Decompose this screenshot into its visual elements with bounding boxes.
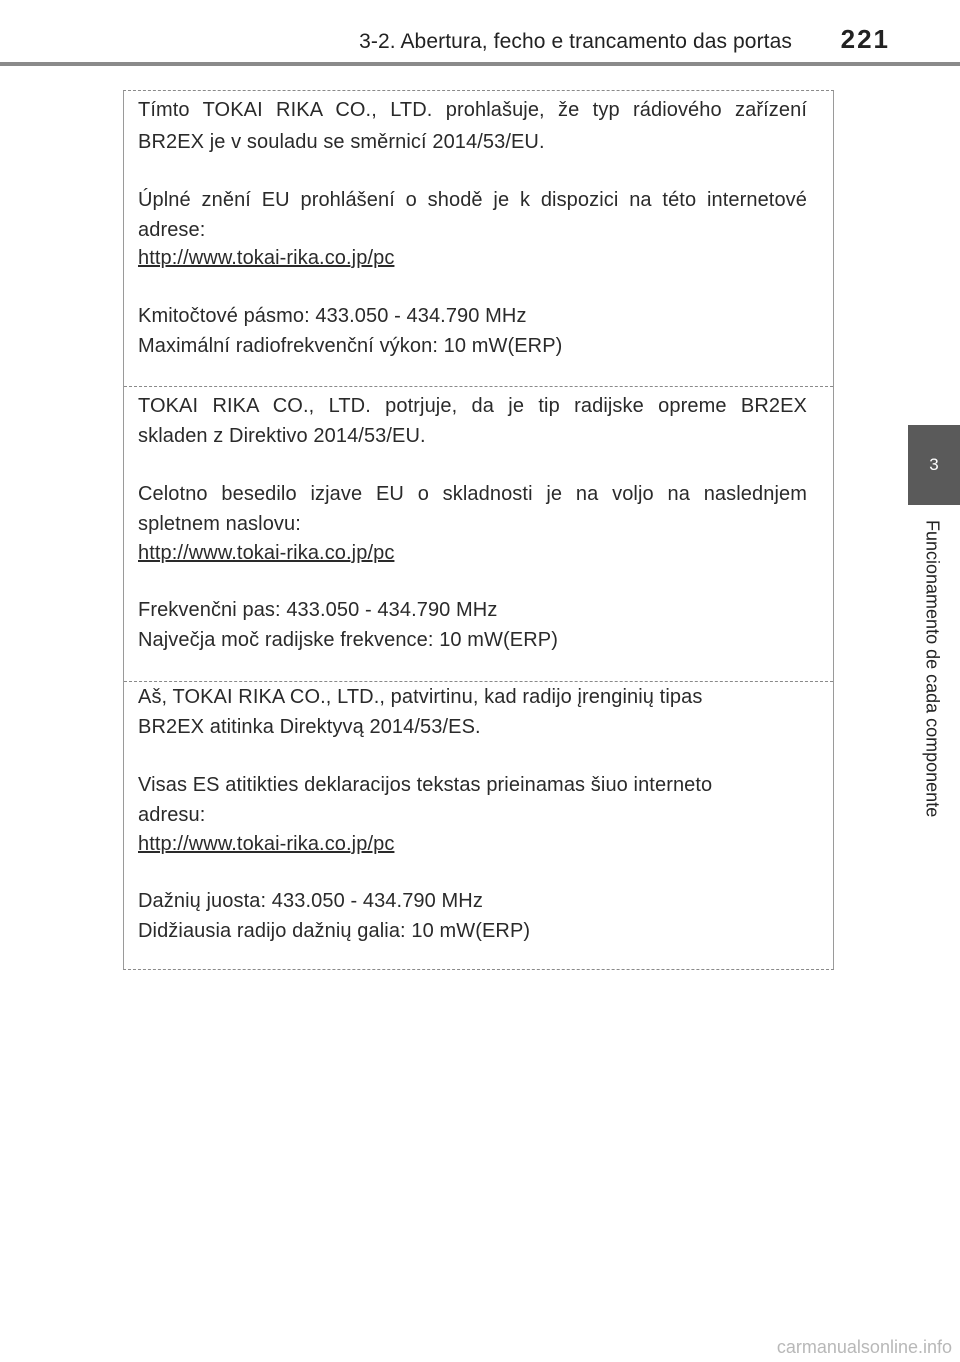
text-line: spletnem naslovu: [138, 513, 301, 535]
chapter-tab[interactable]: 3 [908, 425, 960, 505]
declaration-link[interactable]: http://www.tokai-rika.co.jp/pc [138, 542, 395, 564]
header-rule [0, 62, 960, 66]
text-line: adrese: [138, 219, 206, 241]
text-line: adresu: [138, 804, 206, 826]
declaration-lithuanian [124, 681, 833, 971]
text-line: Úplné znění EU prohlášení o shodě je k dispozici na této internetové [138, 189, 807, 211]
declaration-box [123, 90, 834, 970]
text-line: BR2EX atitinka Direktyvą 2014/53/ES. [138, 716, 481, 738]
text-line: Celotno besedilo izjave EU o skladnosti je na voljo na naslednjem [138, 483, 807, 505]
declaration-slovenian [124, 386, 833, 681]
text-line: Didžiausia radijo dažnių galia: 10 mW(ERP) [138, 920, 531, 942]
text-line: Maximální radiofrekvenční výkon: 10 mW(ERP) [138, 335, 563, 357]
chapter-title-text: Funcionamento de cada componente [922, 520, 943, 818]
text-line: Aš, TOKAI RIKA CO., LTD., patvirtinu, kad radijo įrenginių tipas [138, 686, 703, 708]
watermark: carmanualsonline.info [776, 1337, 952, 1357]
text-line: BR2EX je v souladu se směrnicí 2014/53/EU. [138, 131, 545, 153]
declaration-link[interactable]: http://www.tokai-rika.co.jp/pc [138, 833, 395, 855]
text-line: Dažnių juosta: 433.050 - 434.790 MHz [138, 890, 483, 912]
text-line: Visas ES atitikties deklaracijos tekstas prieinamas šiuo interneto [138, 774, 713, 796]
chapter-title [912, 520, 952, 940]
text-line: Največja moč radijske frekvence: 10 mW(ERP) [138, 629, 558, 651]
declaration-czech [124, 91, 833, 386]
text-line: Tímto TOKAI RIKA CO., LTD. prohlašuje, že typ rádiového zařízení [138, 99, 807, 121]
declaration-link[interactable]: http://www.tokai-rika.co.jp/pc [138, 247, 395, 269]
page-number: 221 [840, 24, 890, 54]
page-header [0, 0, 960, 66]
text-line: Frekvenčni pas: 433.050 - 434.790 MHz [138, 599, 498, 621]
text-line: Kmitočtové pásmo: 433.050 - 434.790 MHz [138, 305, 527, 327]
text-line: TOKAI RIKA CO., LTD. potrjuje, da je tip radijske opreme BR2EX [138, 395, 807, 417]
section-title: 3-2. Abertura, fecho e trancamento das portas [359, 30, 792, 53]
text-line: skladen z Direktivo 2014/53/EU. [138, 425, 426, 447]
